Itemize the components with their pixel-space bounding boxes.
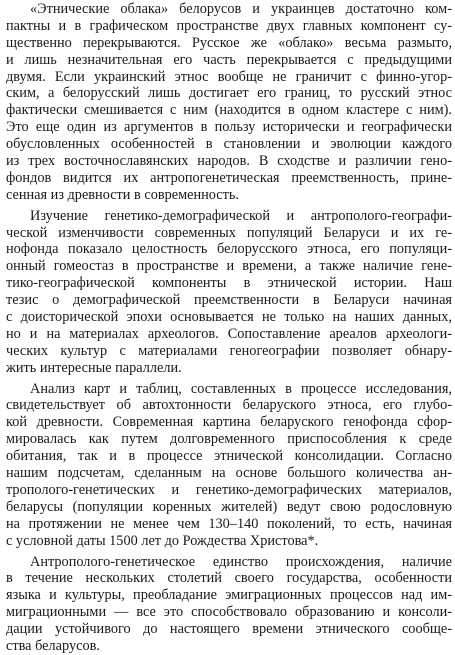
text-line: жить интересные параллели. (6, 359, 182, 376)
text-line: Изучение генетико-демографической и антрополого-географи- (30, 207, 452, 224)
text-line: фондов видится их антропогенетическая преемственность, прине- (6, 169, 452, 186)
text-line: Анализ карт и таблиц, составленных в процессе исследования, (30, 380, 452, 397)
text-line: в течение нескольких столетий своего государства, особенности (6, 570, 452, 587)
text-line: обусловленных особенностей в становлении и эволюции каждого (6, 136, 452, 153)
text-line: с условной даты 1500 лет до Рождества Христова*. (6, 532, 319, 549)
text-line: Это еще один из аргументов в пользу исторически и географически (6, 119, 452, 136)
text-line: тезис о демографической преемственности в Беларуси начиная (6, 292, 452, 309)
text-line: и лишь незначительная его часть перекрывается с предыдущими (6, 51, 452, 68)
text-line: ческих культур с материалами геногеографии позволяет обнару- (6, 342, 452, 359)
text-line: свидетельствует об автохтонности беларуского этноса, его глубо- (6, 397, 452, 414)
text-line: мировалась как путем долговременного приспособления к среде (6, 431, 452, 448)
text-line: трополого-генетических и генетико-демографических материалов, (6, 481, 452, 498)
text-line: кой древности. Современная картина беларуского генофонда сфор- (6, 414, 452, 431)
text-line: нофонда показало целостность белорусского этноса, его популяци- (6, 241, 452, 258)
text-line: из трех восточнославянских народов. В сходстве и различии гено- (6, 153, 452, 170)
paragraph-unity-conclusion (6, 554, 452, 655)
paragraph-ethnic-clouds (6, 1, 452, 204)
text-line: онный гомеостаз в пространстве и времени, а также наличие гене- (6, 258, 452, 275)
text-line: обитания, так и в процессе этнической консолидации. Согласно (6, 448, 452, 465)
text-line: миграционными — все это способствовало образованию и консоли- (6, 604, 452, 621)
text-line: пактны и в графическом пространстве двух главных компонент су- (6, 17, 452, 34)
paragraph-genetic-study (6, 208, 452, 377)
text-line: тико-географической компоненты в этнической истории. Наш (6, 275, 452, 292)
text-line: дации устойчивого до настоящего времени этнического сообще- (6, 621, 452, 638)
text-line: щественно перекрываются. Русское же «облако» весьма размыто, (6, 34, 452, 51)
text-line: на протяжении не менее чем 130–140 поколений, то есть, начиная (6, 515, 452, 532)
text-line: ческой изменчивости современных популяций Беларуси и их ге- (6, 224, 452, 241)
text-line: беларусы (популяции коренных жителей) ведут свою родословную (6, 498, 452, 515)
text-line: ским, а белорусский лишь достигает его границ, то русский этнос (6, 85, 452, 102)
text-line: двумя. Если украинский этнос вообще не граничит с финно-угор- (6, 68, 452, 85)
text-line: фактически смешивается с ним (находится в одном кластере с ним). (6, 102, 452, 119)
text-line: «Этнические облака» белорусов и украинцев достаточно ком- (30, 1, 452, 17)
text-line: с доисторической эпохи основывается не только на наших данных, (6, 309, 452, 326)
text-line: ства беларусов. (6, 637, 100, 654)
text-line: нашим подсчетам, сделанным на основе большого количества ан- (6, 465, 452, 482)
text-line: но и на материалах археологов. Сопоставление ареалов археологи- (6, 325, 452, 342)
text-line: Антрополого-генетическое единство происхождения, наличие (30, 553, 452, 570)
paragraph-map-analysis (6, 381, 452, 550)
text-line: языка и культуры, преобладание эмиграционных процессов над им- (6, 587, 452, 604)
text-line: сенная из древности в современность. (6, 186, 239, 203)
